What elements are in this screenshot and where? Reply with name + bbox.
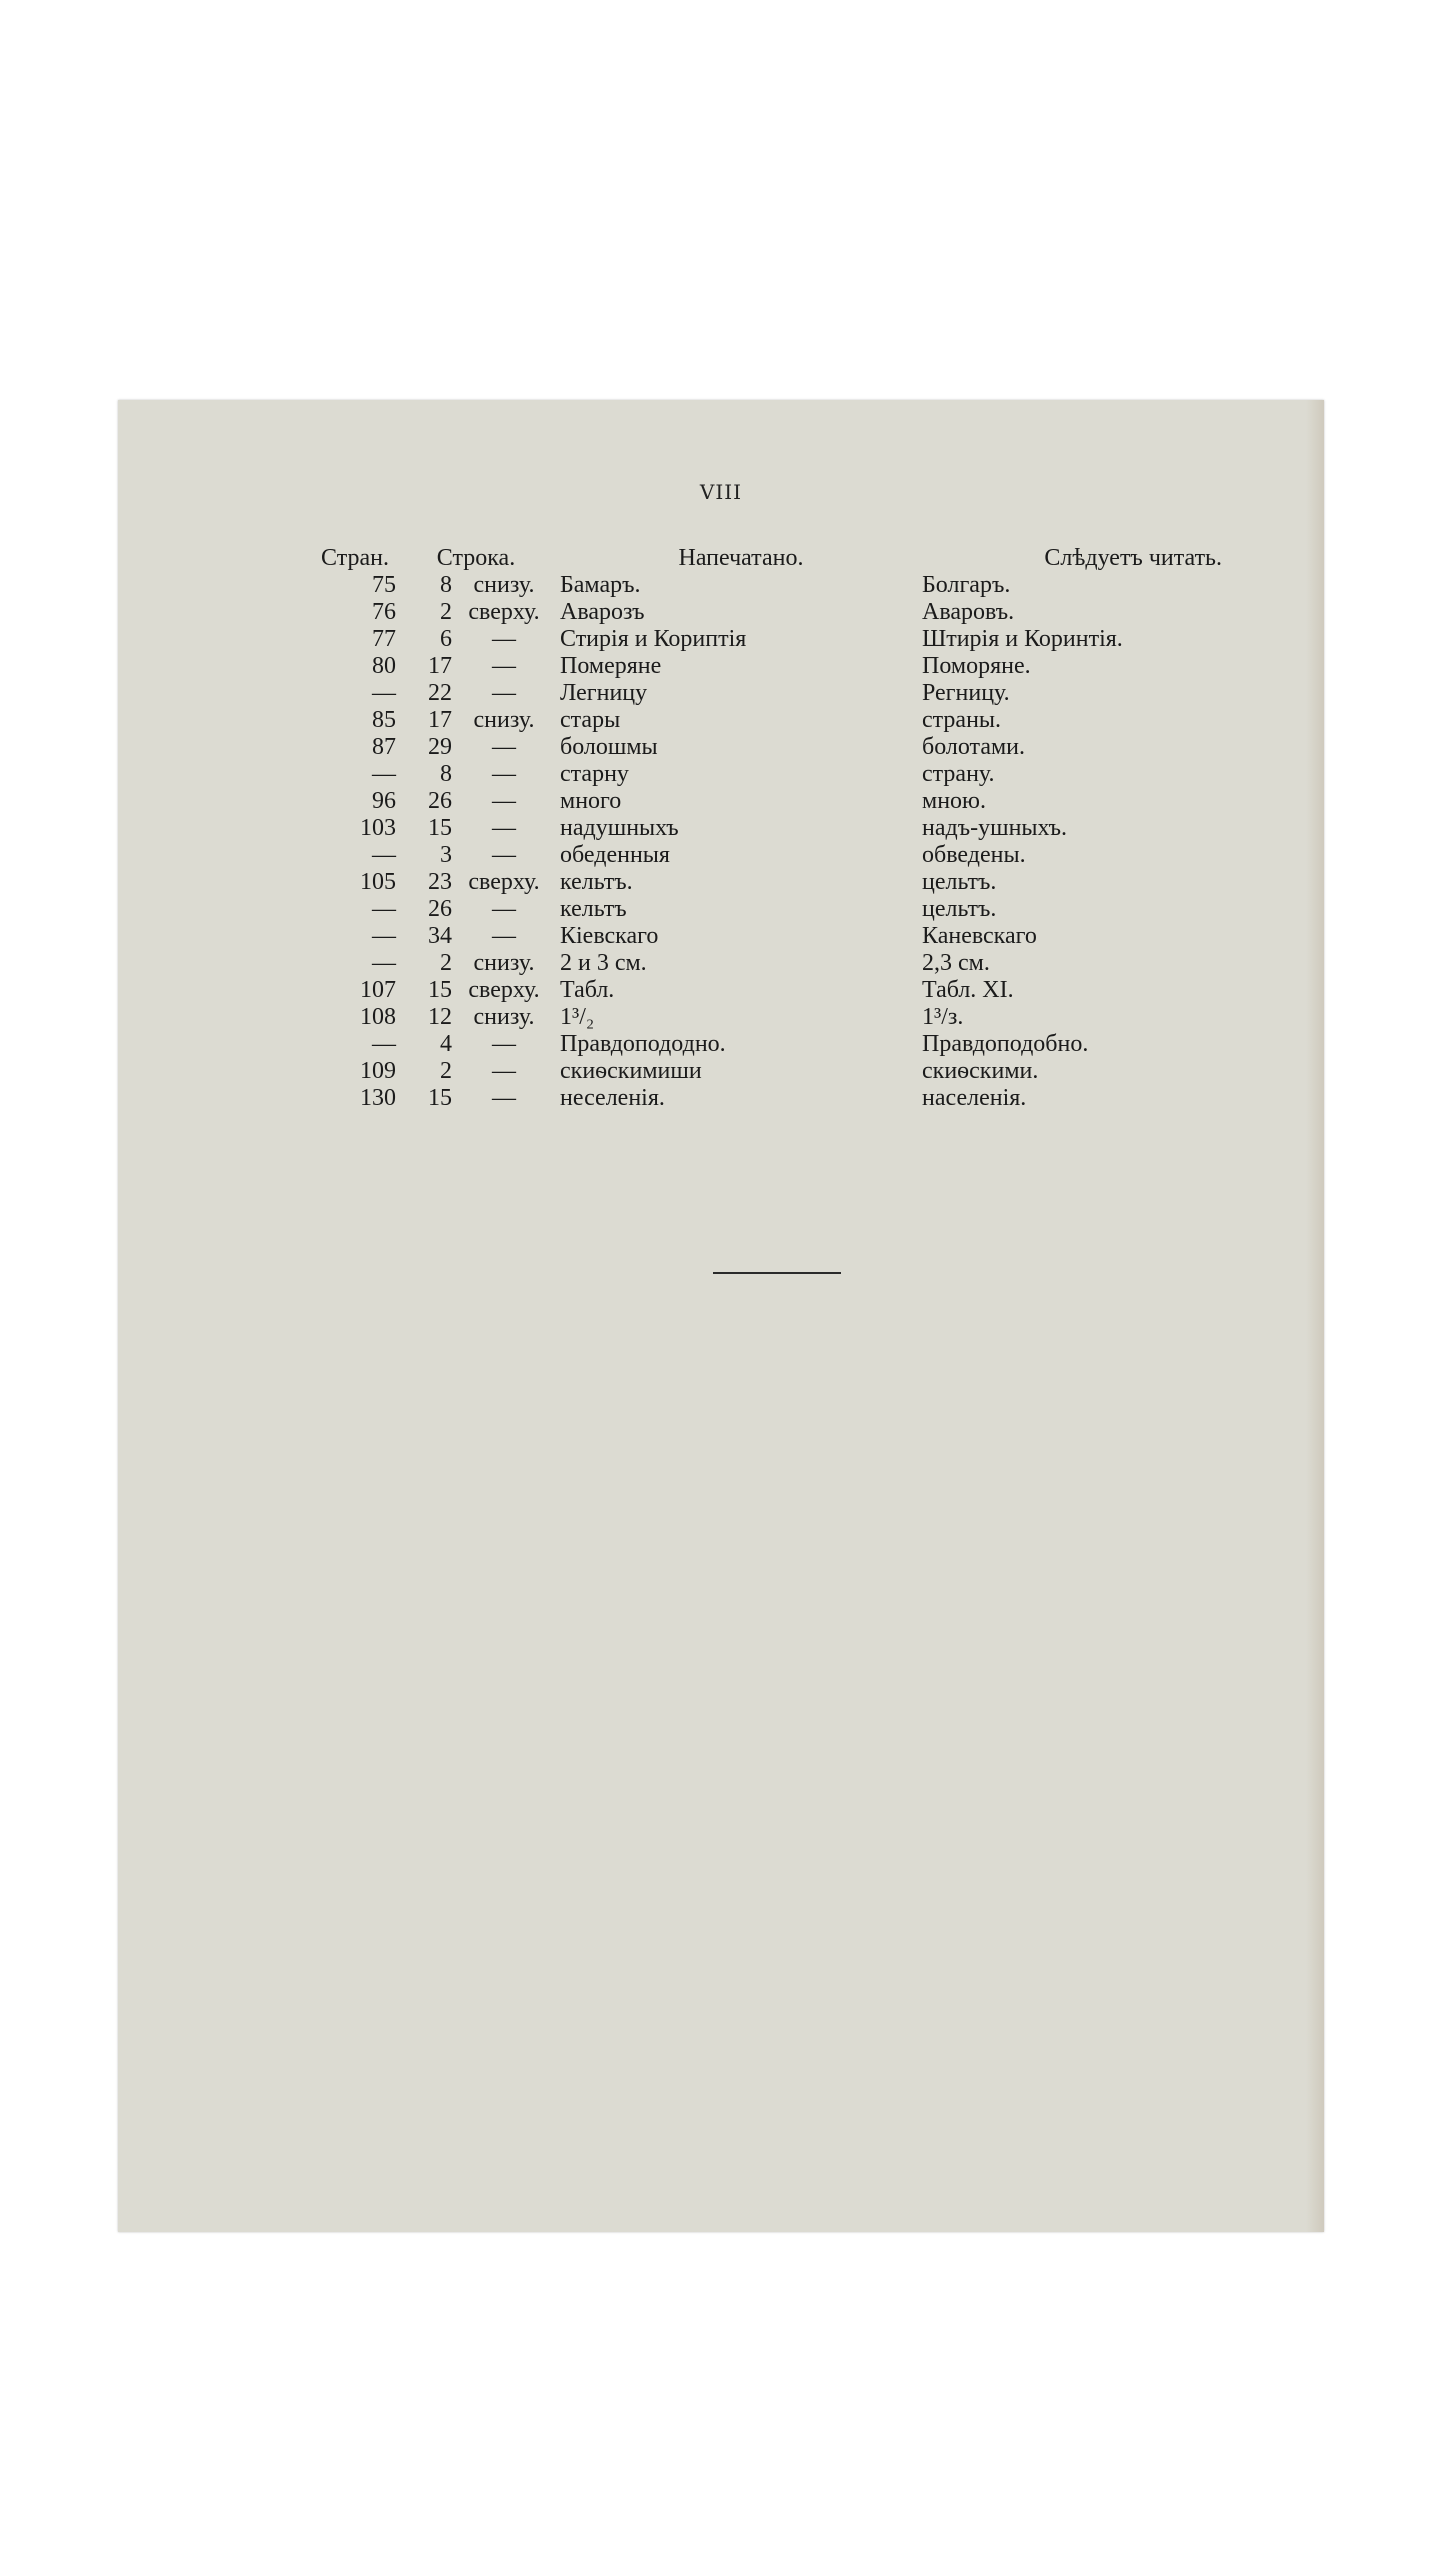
row-read: Штирія и Коринтія. [922,626,1123,652]
row-line: 34 [428,923,452,949]
errata-row [314,977,1222,1004]
row-printed: Стирія и Кориптія [560,626,747,652]
row-page: — [372,761,396,787]
row-page: 108 [360,1004,396,1030]
errata-row [314,761,1222,788]
row-position: — [492,815,516,841]
row-line: 2 [440,599,452,625]
row-position: — [492,626,516,652]
errata-row [314,707,1222,734]
row-position: снизу. [473,572,535,598]
row-page: — [372,842,396,868]
errata-row [314,788,1222,815]
row-position: — [492,680,516,706]
row-read: страну. [922,761,995,787]
row-line: 23 [428,869,452,895]
errata-header-row [314,545,1222,572]
row-printed: Померяне [560,653,662,679]
row-read: Болгаръ. [922,572,1011,598]
row-printed: Табл. [560,977,615,1003]
header-line: Строка. [436,545,516,571]
row-printed: обеденныя [560,842,670,868]
row-printed: надушныхъ [560,815,679,841]
errata-row [314,1085,1222,1112]
row-position: — [492,842,516,868]
row-line: 8 [440,572,452,598]
row-read: цельтъ. [922,896,997,922]
row-position: сверху. [468,977,540,1003]
row-printed: много [560,788,622,814]
row-line: 15 [428,815,452,841]
row-position: — [492,923,516,949]
row-printed: Бамаръ. [560,572,641,598]
row-line: 12 [428,1004,452,1030]
errata-row [314,815,1222,842]
row-line: 22 [428,680,452,706]
row-line: 29 [428,734,452,760]
row-page: — [372,680,396,706]
row-printed: 1³/₂ [560,1004,595,1030]
errata-body [314,572,1222,1112]
errata-row [314,1004,1222,1031]
row-read: скиѳскими. [922,1058,1039,1084]
row-position: снизу. [473,950,535,976]
row-printed: Аварозъ [560,599,645,625]
row-page: 103 [360,815,396,841]
row-line: 4 [440,1031,452,1057]
row-read: Правдоподобно. [922,1031,1089,1057]
row-read: цельтъ. [922,869,997,895]
row-printed: неселенія. [560,1085,665,1111]
row-printed: кельтъ [560,896,627,922]
row-position: — [492,761,516,787]
row-read: Табл. XI. [922,977,1014,1003]
row-line: 2 [440,1058,452,1084]
row-line: 3 [440,842,452,868]
row-printed: 2 и 3 см. [560,950,647,976]
errata-row [314,599,1222,626]
header-read: Слѣдуетъ читать. [1044,545,1222,571]
row-line: 15 [428,977,452,1003]
row-read: 2,3 см. [922,950,990,976]
errata-row [314,1031,1222,1058]
errata-row [314,923,1222,950]
row-position: — [492,1031,516,1057]
row-printed: Кіевскаго [560,923,659,949]
row-line: 26 [428,788,452,814]
paper-edge [1306,400,1324,2232]
row-read: обведены. [922,842,1026,868]
row-printed: Правдопододно. [560,1031,726,1057]
errata-table [314,545,1222,1112]
row-line: 2 [440,950,452,976]
row-read: Каневскаго [922,923,1037,949]
row-position: сверху. [468,599,540,625]
row-printed: кельтъ. [560,869,633,895]
row-page: — [372,950,396,976]
row-read: Аваровъ. [922,599,1015,625]
row-position: снизу. [473,1004,535,1030]
row-position: — [492,1058,516,1084]
row-page: 80 [372,653,396,679]
row-page: 96 [372,788,396,814]
row-position: — [492,896,516,922]
row-page: 87 [372,734,396,760]
row-page: 85 [372,707,396,733]
row-printed: скиѳскимиши [560,1058,702,1084]
paper-sheet [118,400,1324,2232]
closing-rule [713,1272,841,1274]
row-line: 26 [428,896,452,922]
row-read: 1³/з. [922,1004,964,1030]
row-printed: Легницу [560,680,648,706]
row-position: — [492,653,516,679]
row-read: болотами. [922,734,1026,760]
errata-row [314,896,1222,923]
row-line: 15 [428,1085,452,1111]
page-number: VIII [699,480,743,504]
row-page: 75 [372,572,396,598]
row-read: надъ-ушныхъ. [922,815,1068,841]
errata-row [314,1058,1222,1085]
row-read: мною. [922,788,986,814]
row-page: 109 [360,1058,396,1084]
header-printed: Напечатано. [678,545,804,571]
row-read: Регницу. [922,680,1010,706]
row-page: 107 [360,977,396,1003]
errata-row [314,572,1222,599]
errata-row [314,653,1222,680]
row-position: — [492,788,516,814]
row-page: — [372,923,396,949]
row-page: 130 [360,1085,396,1111]
row-printed: стары [560,707,621,733]
row-page: — [372,896,396,922]
row-line: 6 [440,626,452,652]
errata-row [314,842,1222,869]
row-position: — [492,1085,516,1111]
row-read: Поморяне. [922,653,1031,679]
row-line: 8 [440,761,452,787]
errata-row [314,950,1222,977]
row-position: — [492,734,516,760]
errata-row [314,869,1222,896]
row-printed: болошмы [560,734,658,760]
row-line: 17 [428,653,452,679]
errata-row [314,680,1222,707]
row-line: 17 [428,707,452,733]
row-page: — [372,1031,396,1057]
row-position: сверху. [468,869,540,895]
row-read: страны. [922,707,1002,733]
row-page: 105 [360,869,396,895]
row-printed: старну [560,761,629,787]
row-page: 76 [372,599,396,625]
errata-row [314,734,1222,761]
header-page: Стран. [321,545,389,571]
row-read: населенія. [922,1085,1027,1111]
row-position: снизу. [473,707,535,733]
errata-row [314,626,1222,653]
row-page: 77 [372,626,396,652]
